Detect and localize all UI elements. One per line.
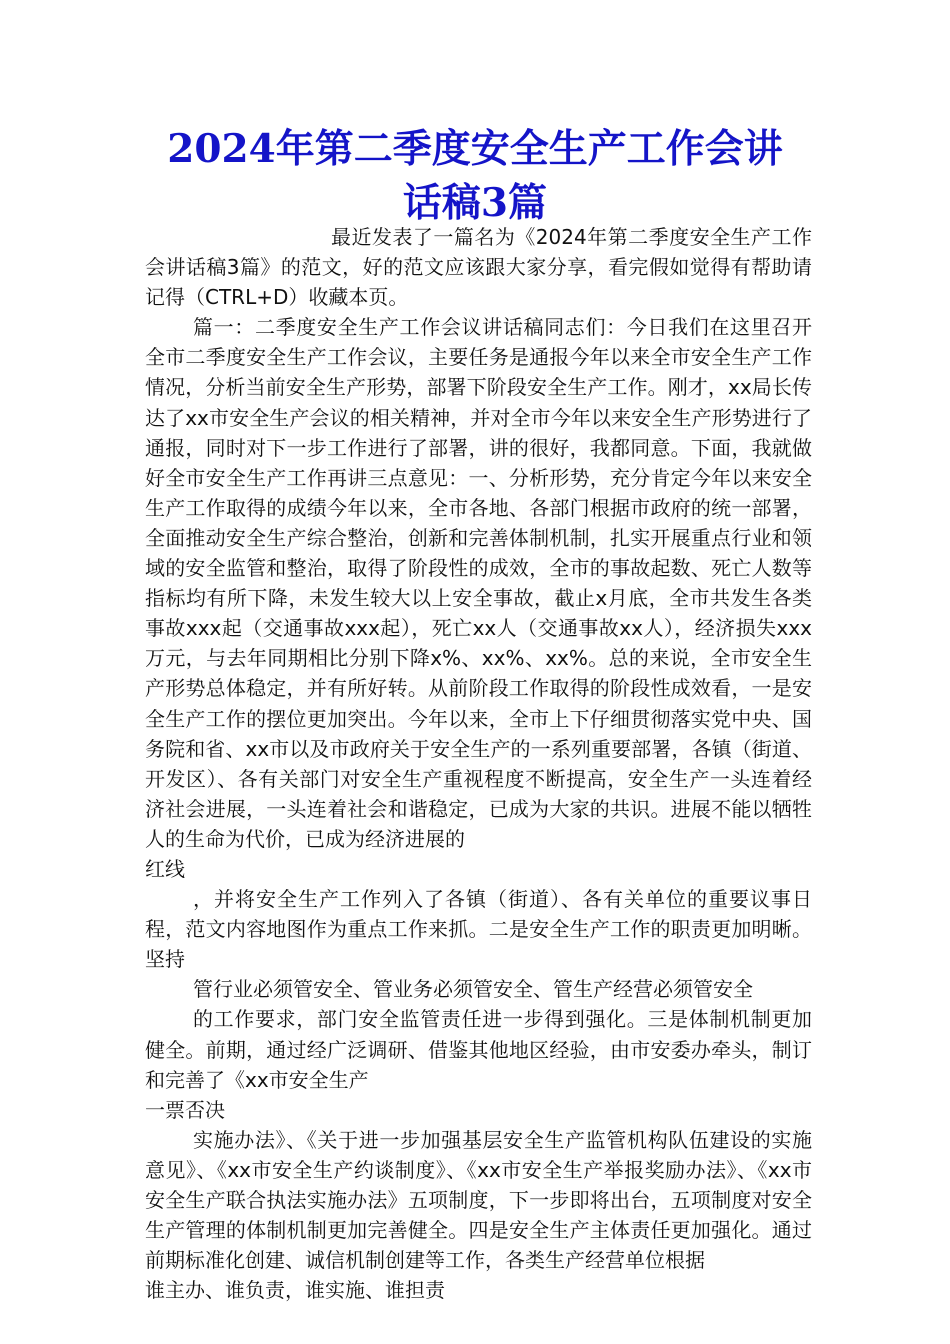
document-title xyxy=(140,122,810,230)
intro-paragraph: 最近发表了一篇名为《2024年第二季度安全生产工作会讲话稿3篇》的范文，好的范文应该跟大家分享，看完假如觉得有帮助请记得（CTRL+D）收藏本页。 xyxy=(145,225,812,310)
paragraph-1: 篇一：二季度安全生产工作会议讲话稿同志们：今日我们在这里召开全市二季度安全生产工作会议，主要任务是通报今年以来全市安全生产工作情况，分析当前安全生产形势，部署下阶段安全生产工作。刚才，xx局长传达了xx市安全生产会议的相关精神，并对全市今年以来安全生产形势进行了通报，同时对下一步工作进行了部署，讲的很好，我都同意。下面，我就做好全市安全生产工作再讲三点意见：一、分析形势，充分肯定今年以来安全生产工作取得的成绩今年以来，全市各地、各部门根据市政府的统一部署，全面推动安全生产综合整治，创新和完善体制机制，扎实开展重点行业和领域的安全监管和整治，取得了阶段性的成效，全市的事故起数、死亡人数等指标均有所下降，未发生较大以上安全事故，截止x月底，全市共发生各类事故xxx起（交通事故xxx起），死亡xx人（交通事故xx人），经济损失xxx万元，与去年同期相比分别下降x%、xx%、xx%。总的来说，全市安全生产形势总体稳定，并有所好转。从前阶段工作取得的阶段性成效看，一是安全生产工作的摆位更加突出。今年以来，全市上下仔细贯彻落实党中央、国务院和省、xx市以及市政府关于安全生产的一系列重要部署，各镇（街道、开发区）、各有关部门对安全生产重视程度不断提高，安全生产一头连着经济社会进展，一头连着社会和谐稳定，已成为大家的共识。进展不能以牺牲人的生命为代价，已成为经济进展的 xyxy=(145,315,812,851)
redline-line: 红线 xyxy=(145,856,185,881)
title-line-1: 2024年第二季度安全生产工作会讲 xyxy=(167,126,783,172)
paragraph-2: ，并将安全生产工作列入了各镇（街道）、各有关单位的重要议事日程，范文内容地图作为重点工作来抓。二是安全生产工作的职责更加明晰。坚持 xyxy=(145,887,812,972)
paragraph-4: 的工作要求，部门安全监管责任进一步得到强化。三是体制机制更加健全。前期，通过经广泛调研、借鉴其他地区经验，由市安委办牵头，制订和完善了《xx市安全生产 xyxy=(145,1007,812,1092)
veto-line: 一票否决 xyxy=(145,1097,225,1122)
title-line-2: 话稿3篇 xyxy=(402,180,548,226)
document-body xyxy=(145,222,812,1305)
last-line: 谁主办、谁负责，谁实施、谁担责 xyxy=(145,1278,445,1303)
paragraph-5: 实施办法》、《关于进一步加强基层安全生产监管机构队伍建设的实施意见》、《xx市安全生产约谈制度》、《xx市安全生产举报奖励办法》、《xx市安全生产联合执法实施办法》五项制度，下一步即将出台，五项制度对安全生产管理的体制机制更加完善健全。四是安全生产主体责任更加强化。通过前期标准化创建、诚信机制创建等工作，各类生产经营单位根据 xyxy=(145,1127,812,1273)
paragraph-3: 管行业必须管安全、管业务必须管安全、管生产经营必须管安全 xyxy=(193,977,753,1002)
